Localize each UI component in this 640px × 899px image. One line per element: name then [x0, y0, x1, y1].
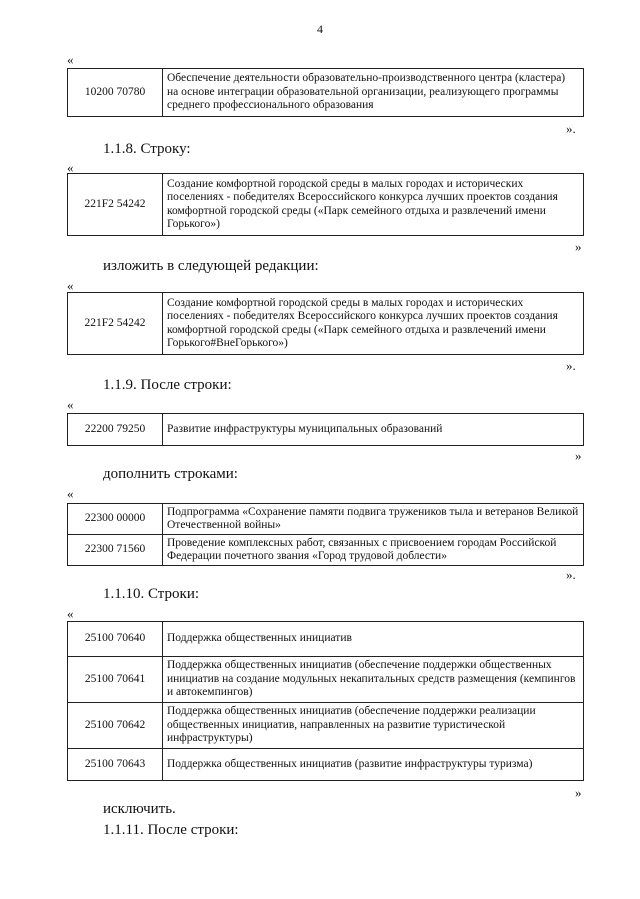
close-quote: ».	[566, 358, 576, 373]
open-quote: «	[67, 160, 74, 175]
section-heading: 1.1.10. Строки:	[103, 586, 200, 602]
close-quote: »	[575, 239, 582, 254]
close-quote: ».	[566, 121, 576, 136]
budget-table	[67, 68, 584, 117]
open-quote: «	[67, 278, 74, 293]
table-row	[68, 703, 584, 749]
row-code: 10200 70780	[68, 69, 163, 117]
row-code: 25100 70643	[68, 749, 163, 781]
budget-table	[67, 621, 584, 781]
budget-table	[67, 292, 584, 355]
row-text: Создание комфортной городской среды в малых городах и исторических поселениях - победителях Всероссийского конкурса лучших проектов создания комфортной городской среды («Парк семейного отдыха и развлечений имени Горького#ВнеГорького»)	[163, 293, 584, 355]
section-heading: изложить в следующей редакции:	[103, 258, 319, 274]
section-heading: исключить.	[103, 801, 176, 817]
row-text: Поддержка общественных инициатив	[163, 622, 584, 657]
close-quote: »	[575, 448, 582, 463]
row-code: 22200 79250	[68, 414, 163, 446]
open-quote: «	[67, 52, 74, 67]
row-text: Поддержка общественных инициатив (развитие инфраструктуры туризма)	[163, 749, 584, 781]
row-text: Развитие инфраструктуры муниципальных образований	[163, 414, 584, 446]
open-quote: «	[67, 397, 74, 412]
row-text: Проведение комплексных работ, связанных с присвоением городам Российской Федерации почетного звания «Город трудовой доблести»	[163, 535, 584, 566]
close-quote: ».	[566, 567, 576, 582]
row-code: 25100 70641	[68, 657, 163, 703]
table-row	[68, 504, 584, 535]
table-row	[68, 657, 584, 703]
page-number: 4	[317, 22, 323, 36]
row-code: 25100 70642	[68, 703, 163, 749]
table-row	[68, 293, 584, 355]
budget-table	[67, 173, 584, 236]
row-text: Создание комфортной городской среды в малых городах и исторических поселениях - победителях Всероссийского конкурса лучших проектов создания комфортной городской среды («Парк семейного отдыха и развлечений имени Горького»)	[163, 174, 584, 236]
row-code: 221F2 54242	[68, 293, 163, 355]
row-code: 22300 71560	[68, 535, 163, 566]
close-quote: »	[575, 785, 582, 800]
section-heading: дополнить строками:	[103, 466, 238, 482]
table-row	[68, 749, 584, 781]
budget-table	[67, 413, 584, 446]
section-heading: 1.1.11. После строки:	[103, 822, 239, 838]
table-row	[68, 414, 584, 446]
section-heading: 1.1.9. После строки:	[103, 377, 232, 393]
table-row	[68, 622, 584, 657]
row-text: Подпрограмма «Сохранение памяти подвига тружеников тыла и ветеранов Великой Отечественной войны»	[163, 504, 584, 535]
row-text: Поддержка общественных инициатив (обеспечение поддержки общественных инициатив на создание модульных некапитальных средств размещения (кемпингов и автокемпингов)	[163, 657, 584, 703]
open-quote: «	[67, 486, 74, 501]
table-row	[68, 535, 584, 566]
row-text: Поддержка общественных инициатив (обеспечение поддержки реализации общественных инициатив, направленных на развитие туристической инфраструктуры)	[163, 703, 584, 749]
table-row	[68, 69, 584, 117]
open-quote: «	[67, 606, 74, 621]
row-text: Обеспечение деятельности образовательно-производственного центра (кластера) на основе интеграции образовательной организации, реализующего программы среднего профессионального образования	[163, 69, 584, 117]
section-heading: 1.1.8. Строку:	[103, 141, 191, 157]
budget-table	[67, 503, 584, 566]
table-row	[68, 174, 584, 236]
row-code: 22300 00000	[68, 504, 163, 535]
row-code: 25100 70640	[68, 622, 163, 657]
row-code: 221F2 54242	[68, 174, 163, 236]
